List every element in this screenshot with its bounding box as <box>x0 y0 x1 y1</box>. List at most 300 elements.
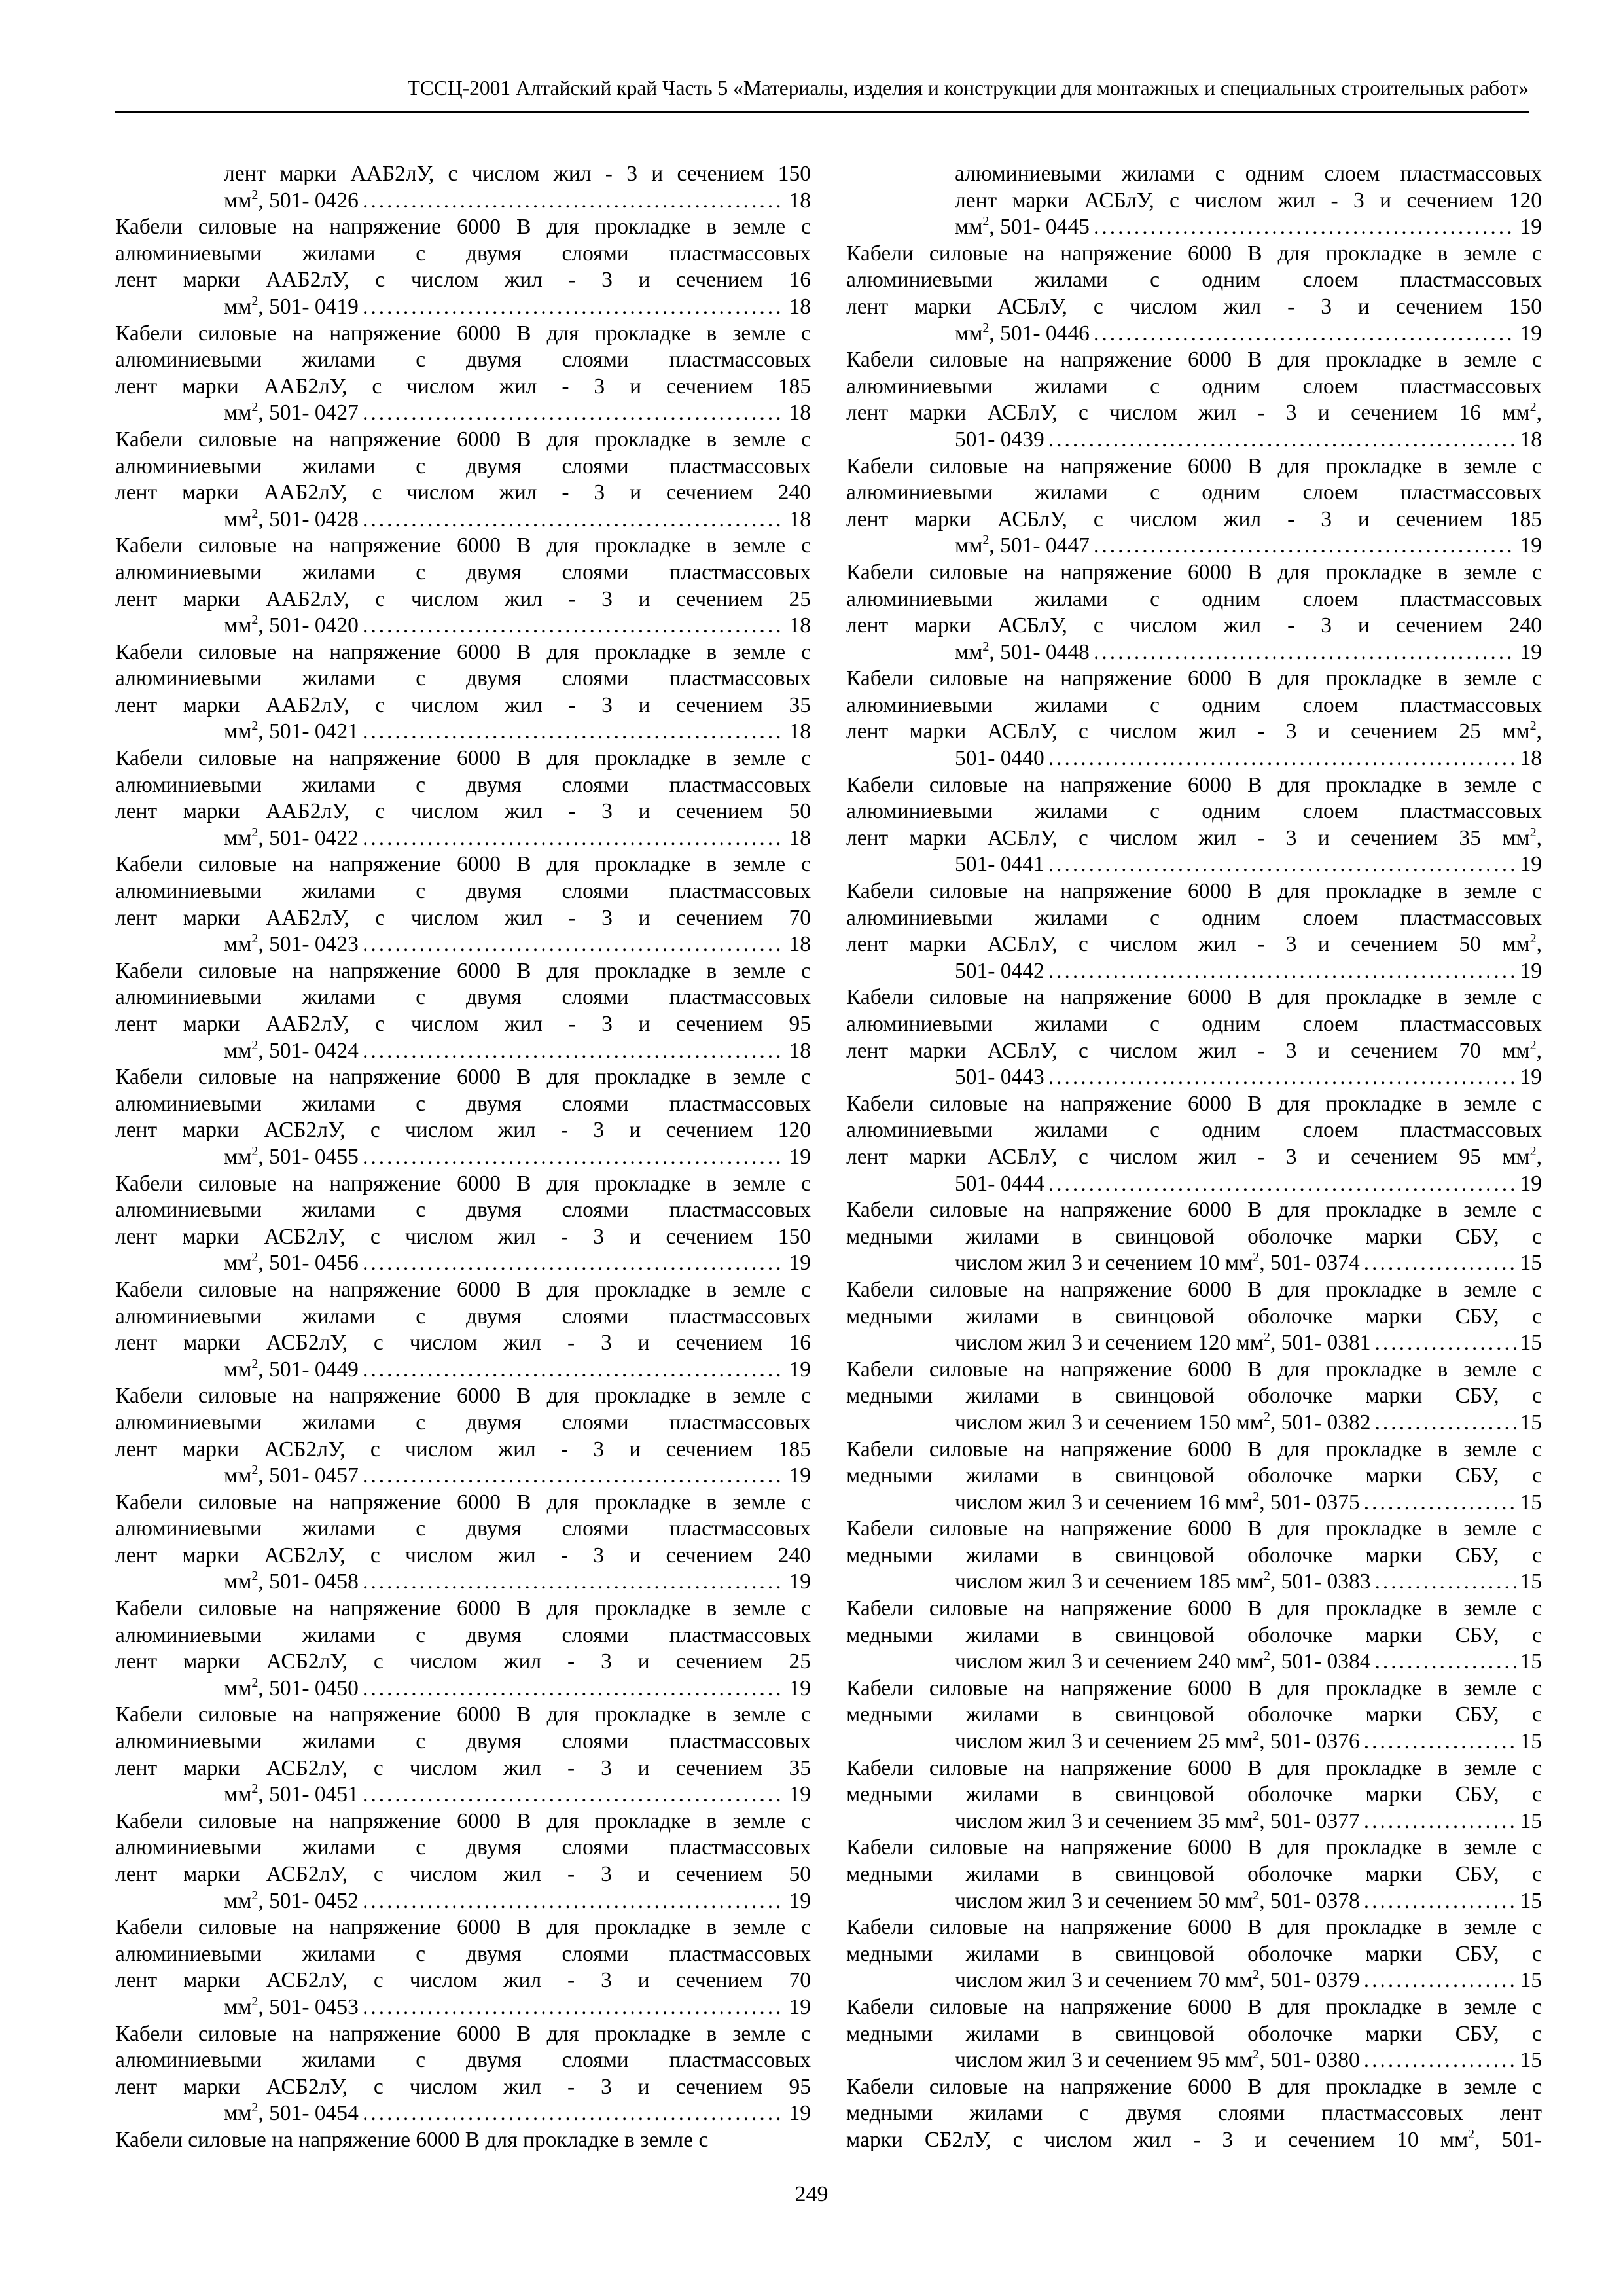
dot-leader <box>1094 321 1516 348</box>
entry-page-number: 19 <box>789 1144 811 1169</box>
entry-line: алюминиевыми жилами с одним слоем пластмассовых <box>846 268 1542 293</box>
entry-line: Кабели силовые на напряжение 6000 В для прокладке в земле с <box>846 560 1542 584</box>
entry-code: 501- 0442 <box>955 958 1044 983</box>
entry-line: Кабели силовые на напряжение 6000 В для прокладке в земле с <box>846 772 1542 797</box>
entry-line: лент марки АСБ2лУ, с числом жил - 3 и сечением 35 <box>115 1755 811 1780</box>
index-entry <box>846 666 1542 772</box>
index-entry <box>115 533 811 639</box>
index-entry <box>115 639 811 745</box>
entry-page-number: 15 <box>1520 1490 1542 1515</box>
entry-code: 501- 0440 <box>955 746 1044 771</box>
index-entry <box>115 1383 811 1489</box>
entry-code: числом жил 3 и сечением 185 $мм^2$, 501- 0383 <box>955 1569 1371 1594</box>
dot-leader <box>1048 427 1516 454</box>
entry-reference <box>224 1994 811 2021</box>
entry-reference <box>224 1038 811 1065</box>
dot-leader <box>363 931 785 958</box>
index-entry <box>846 161 1542 241</box>
dot-leader <box>363 719 785 745</box>
index-entry <box>846 1835 1542 1914</box>
entry-page-number: 19 <box>1520 958 1542 983</box>
entry-page-number: 19 <box>1520 639 1542 664</box>
entry-line: медными жилами в свинцовой оболочке марки СБУ, с <box>846 1224 1542 1249</box>
index-entry <box>846 878 1542 984</box>
entry-line: лент марки АСБлУ, с числом жил - 3 и сечением 50 $мм^2$, <box>846 931 1542 957</box>
entry-reference <box>955 214 1542 241</box>
page-header <box>115 73 1529 113</box>
entry-line: Кабели силовые на напряжение 6000 В для прокладке в земле с <box>115 1065 811 1090</box>
entry-reference <box>955 533 1542 560</box>
entry-code: $мм^2$, 501- 0449 <box>224 1356 359 1382</box>
entry-line: алюминиевыми жилами с двумя слоями пластмассовых <box>115 1941 811 1966</box>
entry-line: лент марки ААБ2лУ, с числом жил - 3 и сечением 185 <box>115 374 811 399</box>
entry-page-number: 19 <box>789 1782 811 1807</box>
entry-page-number: 18 <box>789 1038 811 1063</box>
entry-line: лент марки АСБ2лУ, с числом жил - 3 и сечением 120 <box>115 1118 811 1143</box>
index-entry <box>846 347 1542 453</box>
index-entry <box>846 1516 1542 1596</box>
entry-line: Кабели силовые на напряжение 6000 В для прокладке в земле с <box>115 1596 811 1621</box>
header-title: ТССЦ-2001 Алтайский край Часть 5 «Материалы, изделия и конструкции для монтажных и специальных строительных работ» <box>407 77 1529 99</box>
entry-code: $мм^2$, 501- 0452 <box>224 1888 359 1913</box>
entry-line: алюминиевыми жилами с двумя слоями пластмассовых <box>115 985 811 1010</box>
entry-reference <box>224 1888 811 1915</box>
index-entry <box>846 1755 1542 1835</box>
entry-reference <box>955 1330 1542 1357</box>
entry-line: лент марки АСБ2лУ, с числом жил - 3 и сечением 16 <box>115 1331 811 1355</box>
entry-code: $мм^2$, 501- 0453 <box>224 1994 359 2019</box>
entry-line: алюминиевыми жилами с двумя слоями пластмассовых <box>115 1304 811 1329</box>
entry-code: $мм^2$, 501- 0422 <box>224 825 359 850</box>
index-entry <box>846 772 1542 878</box>
index-entry <box>846 1091 1542 1197</box>
entry-line: Кабели силовые на напряжение 6000 В для прокладке в земле с <box>846 1596 1542 1621</box>
entry-line: алюминиевыми жилами с двумя слоями пластмассовых <box>115 879 811 904</box>
entry-line: Кабели силовые на напряжение 6000 В для прокладке в земле с <box>115 639 811 664</box>
entry-line: медными жилами в свинцовой оболочке марки СБУ, с <box>846 1304 1542 1329</box>
dot-leader <box>363 1357 785 1384</box>
entry-line: алюминиевыми жилами с двумя слоями пластмассовых <box>115 1729 811 1754</box>
entry-page-number: 19 <box>1520 215 1542 240</box>
entry-code: $мм^2$, 501- 0421 <box>224 719 359 744</box>
entry-reference <box>955 1171 1542 1198</box>
entry-reference <box>224 188 811 215</box>
entry-line: Кабели силовые на напряжение 6000 В для прокладке в земле с <box>115 321 811 346</box>
dot-leader <box>363 400 785 427</box>
entry-code: числом жил 3 и сечением 10 $мм^2$, 501- 0374 <box>955 1250 1360 1276</box>
entry-line: медными жилами с двумя слоями пластмассовых лент <box>846 2101 1542 2126</box>
entry-code: $мм^2$, 501- 0445 <box>955 214 1090 240</box>
entry-line: Кабели силовые на напряжение 6000 В для прокладке в земле с <box>115 1171 811 1196</box>
index-entry <box>115 321 811 427</box>
entry-page-number: 19 <box>789 1357 811 1382</box>
entry-line: лент марки ААБ2лУ, с числом жил - 3 и сечением 35 <box>115 692 811 717</box>
index-entry <box>846 1437 1542 1516</box>
entry-line: лент марки АСБ2лУ, с числом жил - 3 и сечением 50 <box>115 1862 811 1886</box>
entry-line: Кабели силовые на напряжение 6000 В для прокладке в земле с <box>115 852 811 877</box>
entry-reference <box>955 1808 1542 1835</box>
entry-code: числом жил 3 и сечением 70 $мм^2$, 501- 0379 <box>955 1967 1360 1993</box>
index-entry <box>846 2074 1542 2154</box>
entry-page-number: 18 <box>789 613 811 638</box>
page-number: 249 <box>794 2182 829 2206</box>
entry-reference <box>224 1569 811 1596</box>
entry-line: лент марки АСБлУ, с числом жил - 3 и сечением 95 $мм^2$, <box>846 1143 1542 1169</box>
dot-leader <box>363 1569 785 1596</box>
entry-page-number: 15 <box>1520 1570 1542 1594</box>
index-entry <box>115 1277 811 1383</box>
entry-reference <box>224 931 811 958</box>
entry-line: Кабели силовые на напряжение 6000 В для прокладке в земле с <box>846 985 1542 1010</box>
dot-leader <box>363 188 785 215</box>
entry-line: Кабели силовые на напряжение 6000 В для прокладке в земле с <box>115 1384 811 1408</box>
dot-leader <box>1094 639 1516 666</box>
index-entry <box>846 1994 1542 2074</box>
index-entry <box>115 852 811 958</box>
entry-page-number: 19 <box>789 1994 811 2019</box>
entry-line: Кабели силовые на напряжение 6000 В для прокладке в земле с <box>115 2021 811 2046</box>
entry-line: Кабели силовые на напряжение 6000 В для прокладке в земле с <box>846 1835 1542 1860</box>
entry-line: Кабели силовые на напряжение 6000 В для прокладке в земле с <box>846 1755 1542 1780</box>
entry-page-number: 19 <box>789 1463 811 1488</box>
entry-reference <box>955 1649 1542 1676</box>
index-entry <box>846 984 1542 1090</box>
entry-code: $мм^2$, 501- 0428 <box>224 506 359 531</box>
index-entry <box>846 1914 1542 1994</box>
entry-page-number: 15 <box>1520 1331 1542 1355</box>
entry-page-number: 18 <box>789 188 811 213</box>
dot-leader <box>1375 1569 1516 1596</box>
entry-line: алюминиевыми жилами с двумя слоями пластмассовых <box>115 454 811 478</box>
entry-page-number: 19 <box>1520 533 1542 558</box>
entry-line: алюминиевыми жилами с одним слоем пластмассовых <box>846 586 1542 611</box>
entry-line: лент марки АСБ2лУ, с числом жил - 3 и сечением 150 <box>115 1224 811 1249</box>
entry-page-number: 18 <box>789 507 811 531</box>
dot-leader <box>363 2100 785 2127</box>
dot-leader <box>363 507 785 533</box>
entry-page-number: 15 <box>1520 1649 1542 1674</box>
entry-code: числом жил 3 и сечением 50 $мм^2$, 501- 0378 <box>955 1888 1360 1913</box>
index-entry <box>846 1197 1542 1277</box>
entry-line: Кабели силовые на напряжение 6000 В для прокладке в земле с <box>846 1198 1542 1223</box>
index-entry <box>115 1490 811 1596</box>
entry-line: Кабели силовые на напряжение 6000 В для прокладке в земле с <box>846 454 1542 478</box>
entry-line: алюминиевыми жилами с двумя слоями пластмассовых <box>115 1516 811 1541</box>
entry-line: алюминиевыми жилами с двумя слоями пластмассовых <box>115 1198 811 1223</box>
entry-line: медными жилами в свинцовой оболочке марки СБУ, с <box>846 1623 1542 1647</box>
entry-page-number: 18 <box>789 294 811 319</box>
entry-line: лент марки ААБ2лУ, с числом жил - 3 и сечением 95 <box>115 1012 811 1036</box>
entry-code: $мм^2$, 501- 0454 <box>224 2100 359 2126</box>
entry-reference <box>955 1064 1542 1091</box>
entry-page-number: 19 <box>789 1676 811 1700</box>
entry-reference <box>955 1569 1542 1596</box>
entry-line: алюминиевыми жилами с одним слоем пластмассовых <box>846 692 1542 717</box>
entry-line: алюминиевыми жилами с одним слоем пластмассовых <box>846 480 1542 505</box>
entry-line: марки СБ2лУ, с числом жил - 3 и сечением 10 $мм^2$, 501- <box>846 2126 1543 2152</box>
index-entry <box>846 241 1542 347</box>
entry-reference <box>224 1676 811 1702</box>
entry-code: числом жил 3 и сечением 25 $мм^2$, 501- 0376 <box>955 1729 1360 1754</box>
entry-line: Кабели силовые на напряжение 6000 В для прокладке в земле с <box>115 533 811 558</box>
entry-line: Кабели силовые на напряжение 6000 В для прокладке в земле с <box>846 1091 1542 1116</box>
entry-page-number: 15 <box>1520 2048 1542 2073</box>
index-entry <box>115 1914 811 2020</box>
entry-line: медными жилами в свинцовой оболочке марки СБУ, с <box>846 1463 1542 1488</box>
dot-leader <box>1048 852 1516 878</box>
entry-reference <box>955 321 1542 348</box>
entry-code: числом жил 3 и сечением 240 $мм^2$, 501- 0384 <box>955 1649 1371 1674</box>
dot-leader <box>1094 533 1516 560</box>
entry-reference <box>955 1410 1542 1437</box>
entry-code: числом жил 3 и сечением 120 $мм^2$, 501- 0381 <box>955 1330 1371 1355</box>
entry-page-number: 19 <box>1520 852 1542 877</box>
dot-leader <box>1364 2047 1516 2074</box>
entry-page-number: 15 <box>1520 1729 1542 1754</box>
entry-line: лент марки ААБ2лУ, с числом жил - 3 и сечением 16 <box>115 268 811 293</box>
entry-code: $мм^2$, 501- 0456 <box>224 1250 359 1276</box>
entry-line: Кабели силовые на напряжение 6000 В для прокладке в земле с <box>846 1516 1542 1541</box>
index-entry <box>115 161 811 214</box>
entry-reference <box>955 1967 1542 1994</box>
entry-page-number: 19 <box>789 1888 811 1913</box>
entry-code: $мм^2$, 501- 0451 <box>224 1782 359 1807</box>
entry-page-number: 18 <box>789 932 811 957</box>
entry-line: алюминиевыми жилами с двумя слоями пластмассовых <box>115 2048 811 2073</box>
entry-reference <box>955 1490 1542 1516</box>
entry-line: алюминиевыми жилами с двумя слоями пластмассовых <box>115 1091 811 1116</box>
dot-leader <box>1364 1888 1516 1915</box>
entry-page-number: 18 <box>789 719 811 744</box>
entry-page-number: 15 <box>1520 1888 1542 1913</box>
entry-code: $мм^2$, 501- 0427 <box>224 400 359 425</box>
entry-line: лент марки ААБ2лУ, с числом жил - 3 и сечением 150 <box>224 162 811 186</box>
entry-line: алюминиевыми жилами с одним слоем пластмассовых <box>846 374 1542 399</box>
index-entry <box>115 214 811 320</box>
entry-page-number: 18 <box>789 401 811 425</box>
entry-code: 501- 0441 <box>955 852 1044 877</box>
entry-page-number: 15 <box>1520 1410 1542 1435</box>
entry-line: алюминиевыми жилами с двумя слоями пластмассовых <box>115 666 811 691</box>
entry-reference <box>955 1888 1542 1915</box>
entry-line: Кабели силовые на напряжение 6000 В для прокладке в земле с <box>115 427 811 452</box>
entry-reference <box>955 958 1542 985</box>
entry-line: Кабели силовые на напряжение 6000 В для прокладке в земле с <box>115 1277 811 1302</box>
entry-reference <box>955 1250 1542 1277</box>
index-entry <box>115 1064 811 1170</box>
entry-page-number: 18 <box>789 825 811 850</box>
entry-line: медными жилами в свинцовой оболочке марки СБУ, с <box>846 1782 1542 1807</box>
entry-line: алюминиевыми жилами с двумя слоями пластмассовых <box>115 772 811 797</box>
entry-line: лент марки АСБлУ, с числом жил - 3 и сечением 150 <box>846 294 1542 319</box>
entry-reference <box>955 427 1542 454</box>
entry-code: $мм^2$, 501- 0420 <box>224 613 359 638</box>
entry-page-number: 19 <box>789 1570 811 1594</box>
entry-line: лент марки АСБ2лУ, с числом жил - 3 и сечением 25 <box>115 1649 811 1674</box>
dot-leader <box>1364 1729 1516 1755</box>
entry-line: медными жилами в свинцовой оболочке марки СБУ, с <box>846 1862 1542 1886</box>
dot-leader <box>1364 1967 1516 1994</box>
entry-line: Кабели силовые на напряжение 6000 В для прокладке в земле с <box>846 1437 1542 1462</box>
entry-code: $мм^2$, 501- 0419 <box>224 293 359 319</box>
index-entry <box>115 958 811 1064</box>
dot-leader <box>1048 1064 1516 1091</box>
entry-reference <box>224 1250 811 1277</box>
entry-code: $мм^2$, 501- 0457 <box>224 1463 359 1488</box>
entry-line: лент марки АСБлУ, с числом жил - 3 и сечением 185 <box>846 507 1542 531</box>
dot-leader <box>1094 214 1516 241</box>
entry-line: алюминиевыми жилами с двумя слоями пластмассовых <box>115 1835 811 1860</box>
dot-leader <box>363 1250 785 1277</box>
entry-line: Кабели силовые на напряжение 6000 В для прокладке в земле с <box>115 958 811 983</box>
entry-reference <box>955 1729 1542 1755</box>
dot-leader <box>1048 958 1516 985</box>
entry-reference <box>224 2100 811 2127</box>
entry-line: Кабели силовые на напряжение 6000 В для прокладке в земле с <box>846 241 1542 266</box>
entry-code: 501- 0443 <box>955 1065 1044 1090</box>
dot-leader <box>363 294 785 321</box>
entry-line: алюминиевыми жилами с одним слоем пластмассовых <box>846 1012 1542 1036</box>
index-entry <box>115 2127 811 2154</box>
entry-line: алюминиевыми жилами с одним слоем пластмассовых <box>846 905 1542 930</box>
entry-line: Кабели силовые на напряжение 6000 В для прокладке в земле с <box>846 1277 1542 1302</box>
entry-line: Кабели силовые на напряжение 6000 В для прокладке в земле с <box>846 348 1542 372</box>
entry-line: Кабели силовые на напряжение 6000 В для прокладке в земле с <box>846 2074 1542 2099</box>
entry-reference <box>224 1357 811 1384</box>
entry-code: $мм^2$, 501- 0424 <box>224 1037 359 1063</box>
index-entry <box>115 427 811 533</box>
entry-line: Кабели силовые на напряжение 6000 В для прокладке в земле с <box>115 215 811 240</box>
dot-leader <box>363 1144 785 1171</box>
entry-reference <box>955 639 1542 666</box>
entry-page-number: 15 <box>1520 1808 1542 1833</box>
dot-leader <box>363 613 785 639</box>
entry-reference <box>955 2047 1542 2074</box>
entry-line: медными жилами в свинцовой оболочке марки СБУ, с <box>846 1702 1542 1727</box>
entry-code: $мм^2$, 501- 0448 <box>955 639 1090 664</box>
index-entry <box>846 1277 1542 1357</box>
entry-reference <box>955 852 1542 878</box>
entry-page-number: 18 <box>1520 746 1542 771</box>
index-entry <box>115 1171 811 1277</box>
entry-line: Кабели силовые на напряжение 6000 В для прокладке в земле с <box>115 1808 811 1833</box>
entry-reference <box>224 1463 811 1490</box>
entry-line: лент марки АСБ2лУ, с числом жил - 3 и сечением 185 <box>115 1437 811 1462</box>
entry-line: лент марки АСБлУ, с числом жил - 3 и сечением 35 $мм^2$, <box>846 825 1542 850</box>
entry-reference <box>224 1782 811 1808</box>
entry-page-number: 19 <box>789 1251 811 1276</box>
dot-leader <box>1364 1490 1516 1516</box>
entry-code: $мм^2$, 501- 0423 <box>224 931 359 957</box>
dot-leader <box>1048 745 1516 772</box>
entry-line: Кабели силовые на напряжение 6000 В для прокладке в земле с <box>846 1676 1542 1700</box>
entry-reference <box>224 613 811 639</box>
entry-code: 501- 0444 <box>955 1171 1044 1196</box>
entry-line: лент марки ААБ2лУ, с числом жил - 3 и сечением 25 <box>115 586 811 611</box>
entry-line: лент марки АСБ2лУ, с числом жил - 3 и сечением 70 <box>115 1968 811 1993</box>
entry-line: алюминиевыми жилами с одним слоем пластмассовых <box>846 1118 1542 1143</box>
dot-leader <box>363 1994 785 2021</box>
entry-line: Кабели силовые на напряжение 6000 В для прокладке в земле с <box>846 666 1542 691</box>
index-entry <box>846 1357 1542 1437</box>
entry-line: лент марки АСБлУ, с числом жил - 3 и сечением 25 $мм^2$, <box>846 719 1542 744</box>
entry-code: $мм^2$, 501- 0455 <box>224 1143 359 1169</box>
entry-line: Кабели силовые на напряжение 6000 В для прокладке в земле с <box>846 879 1542 904</box>
entry-line: лент марки АСБлУ, с числом жил - 3 и сечением 70 $мм^2$, <box>846 1037 1542 1063</box>
entry-line: алюминиевыми жилами с одним слоем пластмассовых <box>955 162 1542 186</box>
entry-line: алюминиевыми жилами с двумя слоями пластмассовых <box>115 348 811 372</box>
entry-line: медными жилами в свинцовой оболочке марки СБУ, с <box>846 1384 1542 1408</box>
dot-leader <box>1364 1808 1516 1835</box>
entry-line: алюминиевыми жилами с двумя слоями пластмассовых <box>115 241 811 266</box>
dot-leader <box>1375 1649 1516 1676</box>
dot-leader <box>363 1463 785 1490</box>
entry-line: Кабели силовые на напряжение 6000 В для прокладке в земле с <box>846 1994 1542 2019</box>
entry-page-number: 19 <box>1520 321 1542 346</box>
entry-line: алюминиевыми жилами с двумя слоями пластмассовых <box>115 560 811 584</box>
entry-reference <box>224 507 811 533</box>
entry-reference <box>224 400 811 427</box>
index-entry <box>115 745 811 852</box>
entry-line: Кабели силовые на напряжение 6000 В для прокладке в земле с <box>115 1490 811 1515</box>
entry-reference <box>224 719 811 745</box>
entry-code: числом жил 3 и сечением 150 $мм^2$, 501- 0382 <box>955 1409 1371 1435</box>
entry-code: числом жил 3 и сечением 35 $мм^2$, 501- 0377 <box>955 1808 1360 1833</box>
dot-leader <box>363 1676 785 1702</box>
index-entry <box>846 560 1542 666</box>
entry-line: лент марки АСБлУ, с числом жил - 3 и сечением 240 <box>846 613 1542 638</box>
entry-line: лент марки АСБлУ, с числом жил - 3 и сечением 120 <box>955 188 1542 213</box>
index-entry <box>846 1596 1542 1676</box>
entry-reference <box>224 1144 811 1171</box>
entry-line: Кабели силовые на напряжение 6000 В для прокладке в земле с <box>846 1915 1542 1940</box>
dot-leader <box>363 1038 785 1065</box>
entry-line: медными жилами в свинцовой оболочке марки СБУ, с <box>846 1941 1542 1966</box>
entry-line: лент марки ААБ2лУ, с числом жил - 3 и сечением 240 <box>115 480 811 505</box>
entry-line: алюминиевыми жилами с одним слоем пластмассовых <box>846 799 1542 824</box>
dot-leader <box>1375 1410 1516 1437</box>
entry-line: алюминиевыми жилами с двумя слоями пластмассовых <box>115 1410 811 1435</box>
entry-line: лент марки ААБ2лУ, с числом жил - 3 и сечением 70 <box>115 905 811 930</box>
entry-line: Кабели силовые на напряжение 6000 В для прокладке в земле с <box>846 1357 1542 1382</box>
entry-code: 501- 0439 <box>955 427 1044 452</box>
index-column-right <box>846 161 1542 2154</box>
entry-line: Кабели силовые на напряжение 6000 В для прокладке в земле с <box>115 2127 709 2152</box>
entry-reference <box>955 745 1542 772</box>
entry-line: медными жилами в свинцовой оболочке марки СБУ, с <box>846 2021 1542 2046</box>
entry-line: медными жилами в свинцовой оболочке марки СБУ, с <box>846 1543 1542 1568</box>
entry-code: $мм^2$, 501- 0447 <box>955 533 1090 558</box>
dot-leader <box>363 825 785 852</box>
dot-leader <box>1364 1250 1516 1277</box>
entry-line: лент марки АСБлУ, с числом жил - 3 и сечением 16 $мм^2$, <box>846 400 1542 425</box>
entry-page-number: 19 <box>1520 1065 1542 1090</box>
index-entry <box>115 2021 811 2127</box>
page-footer <box>0 2182 1623 2207</box>
index-entry <box>115 1702 811 1808</box>
entry-line: лент марки ААБ2лУ, с числом жил - 3 и сечением 50 <box>115 799 811 824</box>
dot-leader <box>1375 1330 1516 1357</box>
entry-page-number: 19 <box>1520 1171 1542 1196</box>
index-entry <box>846 1676 1542 1755</box>
entry-page-number: 15 <box>1520 1968 1542 1993</box>
index-column-left <box>115 161 811 2154</box>
entry-line: Кабели силовые на напряжение 6000 В для прокладке в земле с <box>115 746 811 771</box>
entry-line: Кабели силовые на напряжение 6000 В для прокладке в земле с <box>115 1915 811 1940</box>
entry-line: лент марки АСБ2лУ, с числом жил - 3 и сечением 95 <box>115 2074 811 2099</box>
entry-code: $мм^2$, 501- 0458 <box>224 1569 359 1594</box>
entry-reference <box>224 294 811 321</box>
